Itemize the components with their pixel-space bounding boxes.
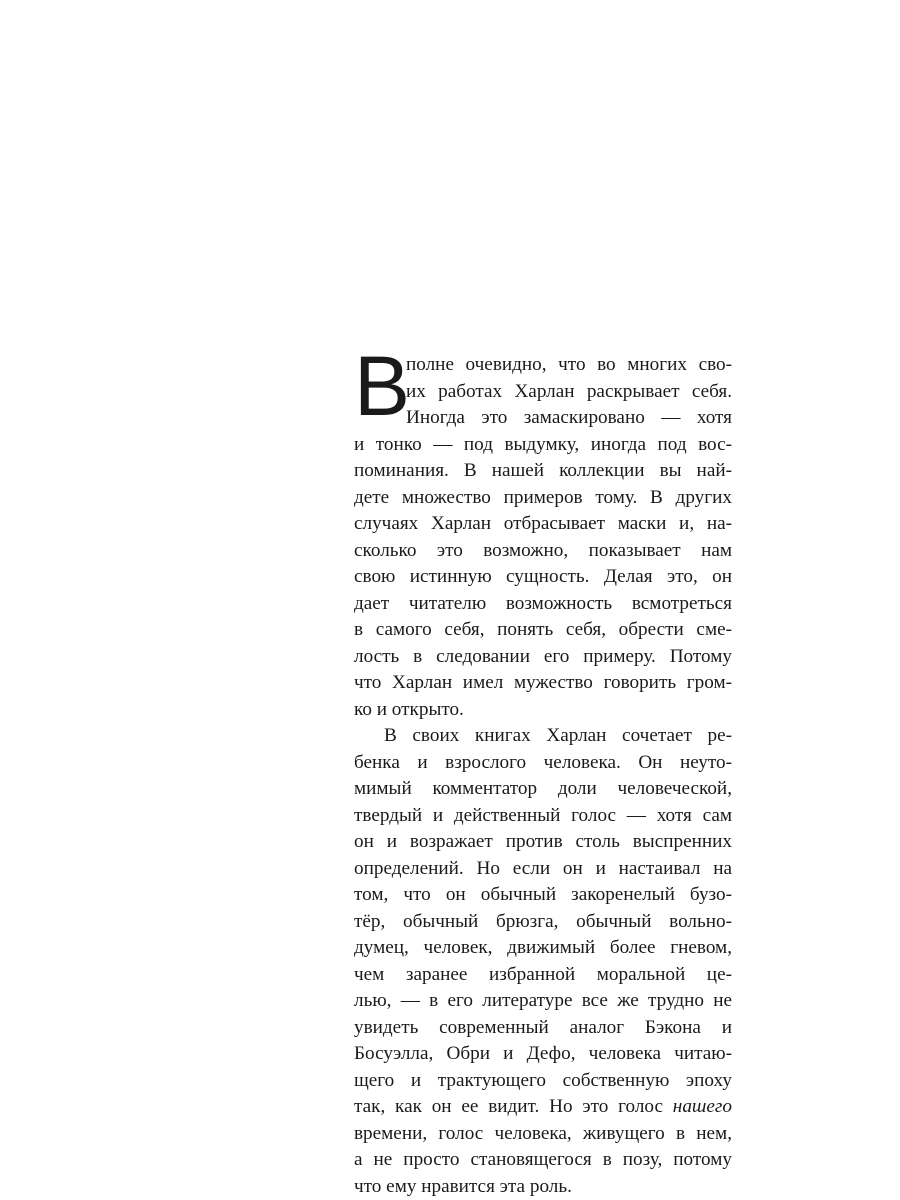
text-line: поминания. В нашей коллекции вы най-	[354, 460, 732, 481]
text-line: дает читателю возможность всмотреться	[354, 592, 732, 614]
text-line: ко и открыто.	[354, 698, 464, 720]
text-line: том, что он обычный закоренелый бузо-	[354, 884, 732, 905]
text-line: увидеть современный аналог Бэкона и	[354, 1016, 732, 1038]
text-line: твердый и действенный голос — хотя сам	[354, 804, 732, 826]
text-line: Иногда это замаскировано — хотя	[406, 407, 732, 428]
paragraph-2	[354, 723, 732, 1200]
drop-cap: В	[354, 339, 411, 433]
text-line: тёр, обычный брюзга, обычный вольно-	[354, 910, 732, 932]
text-line: лью, — в его литературе все же трудно не	[354, 990, 732, 1011]
text-line: бенка и взрослого человека. Он неуто-	[354, 751, 732, 773]
text-line: и тонко — под выдумку, иногда под вос-	[354, 433, 732, 455]
text-line: чем заранее избранной моральной це-	[354, 963, 732, 985]
text-line: свою истинную сущность. Делая это, он	[354, 566, 732, 587]
text-line: времени, голос человека, живущего в нем,	[354, 1122, 732, 1144]
text-line: что ему нравится эта роль.	[354, 1175, 572, 1197]
text-line: а не просто становящегося в позу, потому	[354, 1149, 732, 1170]
text-line: он и возражает против столь выспренних	[354, 831, 732, 852]
text-line: их работах Харлан раскрывает себя.	[406, 380, 732, 402]
text-line: сколько это возможно, показывает нам	[354, 539, 732, 561]
text-line: полне очевидно, что во многих сво-	[406, 354, 732, 375]
text-line	[354, 1094, 732, 1121]
body-text	[354, 339, 732, 1200]
text-line: что Харлан имел мужество говорить гром-	[354, 672, 732, 693]
text-line: В своих книгах Харлан сочетает ре-	[384, 725, 732, 746]
text-line: определений. Но если он и настаивал на	[354, 857, 732, 879]
text-line: дете множество примеров тому. В других	[354, 486, 732, 508]
text-line: в самого себя, понять себя, обрести сме-	[354, 619, 732, 640]
text-line: щего и трактующего собственную эпоху	[354, 1069, 732, 1091]
paragraph-1	[354, 352, 732, 723]
text-line: думец, человек, движимый более гневом,	[354, 937, 732, 958]
text-line: лость в следовании его примеру. Потому	[354, 645, 732, 667]
text-line: случаях Харлан отбрасывает маски и, на-	[354, 513, 732, 534]
text-line: Босуэлла, Обри и Дефо, человека читаю-	[354, 1043, 732, 1064]
line-text: так, как он ее видит. Но это голос	[354, 1096, 663, 1117]
italic-word: нашего	[672, 1096, 732, 1117]
text-line: мимый комментатор доли человеческой,	[354, 778, 732, 799]
